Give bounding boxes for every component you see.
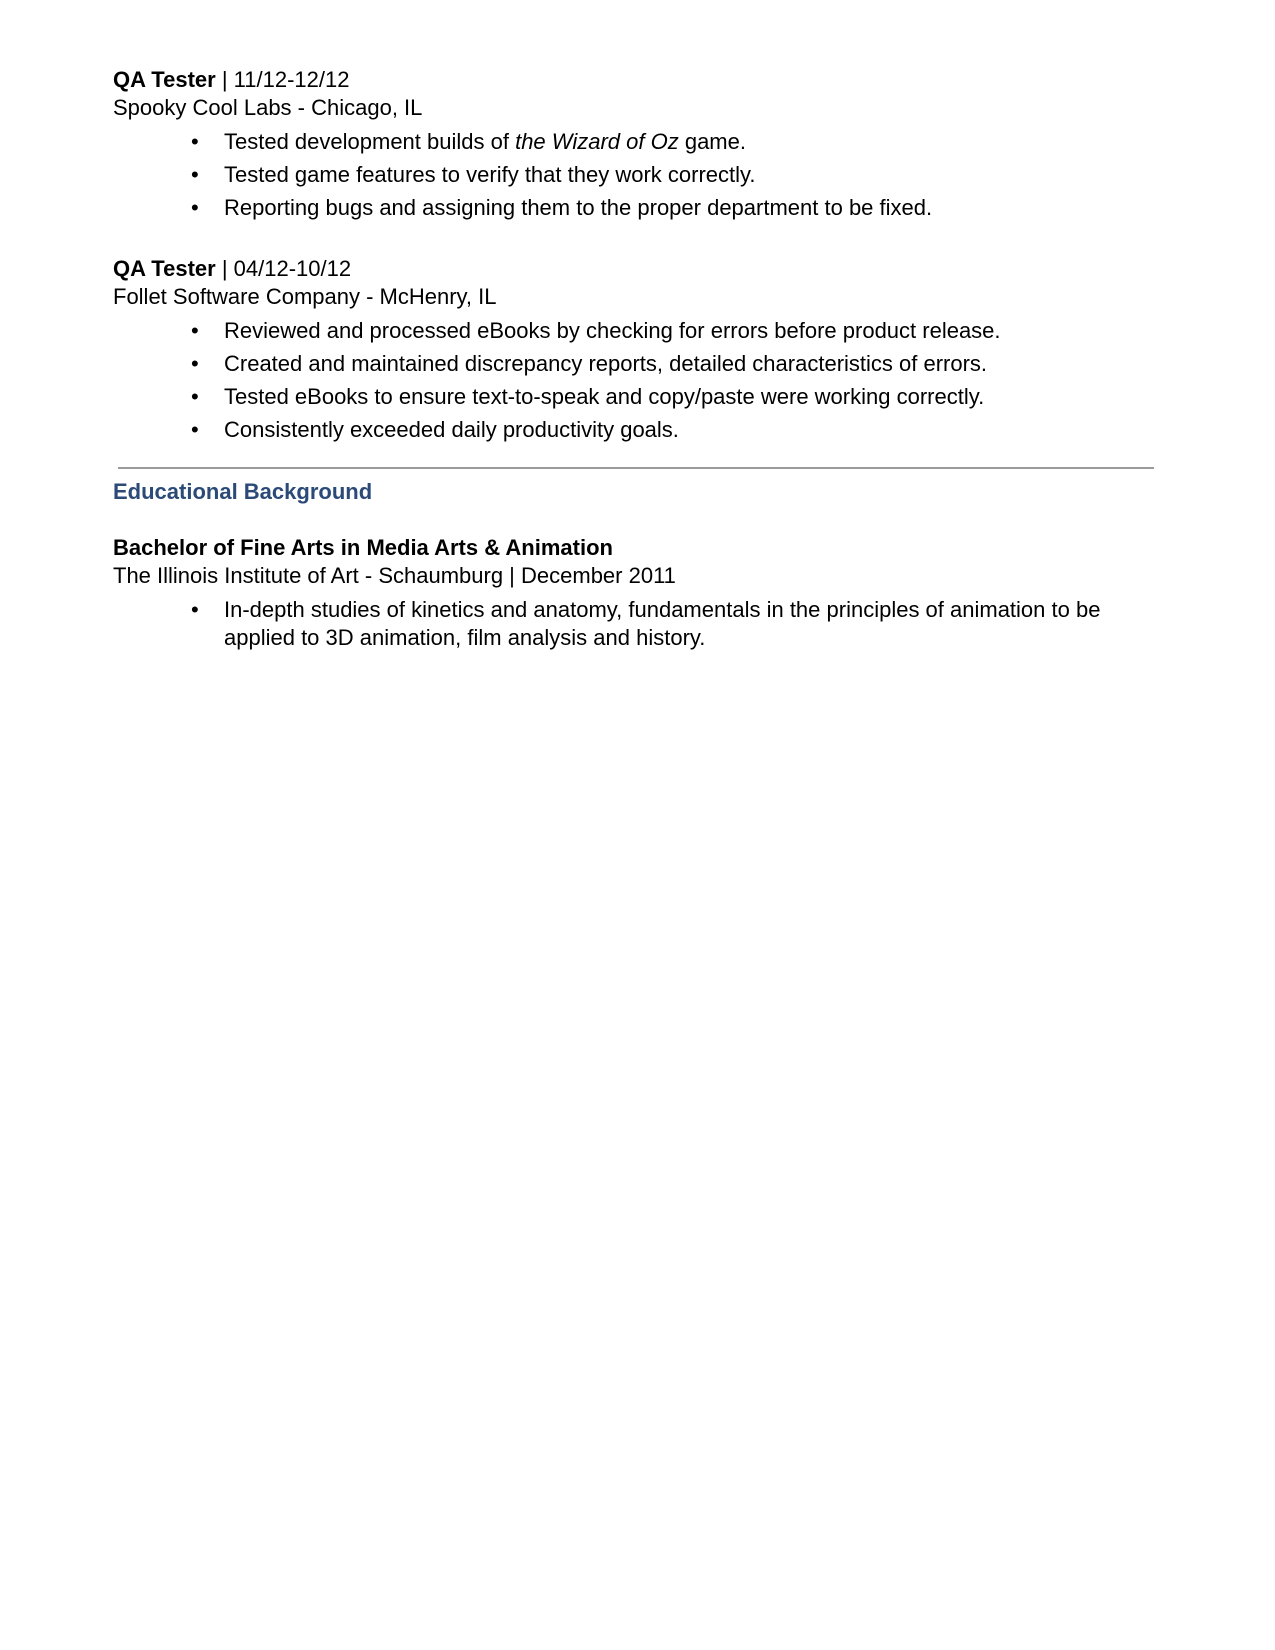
list-item xyxy=(113,416,1173,444)
bullet-icon: • xyxy=(191,162,199,187)
job-entry xyxy=(113,66,1173,227)
job-company: Spooky Cool Labs - Chicago, IL xyxy=(113,95,423,120)
bullet-icon: • xyxy=(191,351,199,376)
bullet-text: Consistently exceeded daily productivity goals. xyxy=(224,417,679,442)
bullet-text-italic: the Wizard of Oz xyxy=(515,129,679,154)
job-entry xyxy=(113,255,1173,449)
job-role: QA Tester xyxy=(113,67,216,92)
job-company: Follet Software Company - McHenry, IL xyxy=(113,284,497,309)
bullet-text: Reporting bugs and assigning them to the proper department to be fixed. xyxy=(224,195,933,220)
job-bullets xyxy=(113,317,1173,444)
school-line: The Illinois Institute of Art - Schaumburg | December 2011 xyxy=(113,563,676,588)
job-role: QA Tester xyxy=(113,256,216,281)
list-item xyxy=(113,317,1173,345)
degree-title: Bachelor of Fine Arts in Media Arts & Animation xyxy=(113,535,613,560)
bullet-icon: • xyxy=(191,597,199,622)
bullet-icon: • xyxy=(191,318,199,343)
job-title-line xyxy=(113,66,1173,94)
job-title-line xyxy=(113,255,1173,283)
list-item xyxy=(113,161,1173,189)
job-dates: | 11/12-12/12 xyxy=(215,67,350,92)
education-bullets xyxy=(113,596,1173,652)
bullet-text-pre: Tested development builds of xyxy=(224,129,516,154)
bullet-icon: • xyxy=(191,129,199,154)
job-dates: | 04/12-10/12 xyxy=(215,256,352,281)
bullet-text-post: game. xyxy=(678,129,746,154)
bullet-text: Tested game features to verify that they work correctly. xyxy=(224,162,756,187)
list-item xyxy=(113,350,1173,378)
bullet-icon: • xyxy=(191,195,199,220)
section-heading: Educational Background xyxy=(113,479,373,504)
list-item xyxy=(113,383,1173,411)
bullet-icon: • xyxy=(191,384,199,409)
section-divider xyxy=(118,467,1154,469)
bullet-text: Tested eBooks to ensure text-to-speak and copy/paste were working correctly. xyxy=(224,384,985,409)
bullet-text: In-depth studies of kinetics and anatomy, fundamentals in the principles of animation to be applied to 3D animation, film analysis and history. xyxy=(224,597,1101,650)
list-item xyxy=(113,194,1173,222)
bullet-icon: • xyxy=(191,417,199,442)
bullet-text: Created and maintained discrepancy reports, detailed characteristics of errors. xyxy=(224,351,988,376)
list-item xyxy=(113,128,1173,156)
education-entry xyxy=(113,534,1173,657)
job-bullets xyxy=(113,128,1173,222)
list-item xyxy=(113,596,1173,652)
bullet-text: Reviewed and processed eBooks by checking for errors before product release. xyxy=(224,318,1001,343)
